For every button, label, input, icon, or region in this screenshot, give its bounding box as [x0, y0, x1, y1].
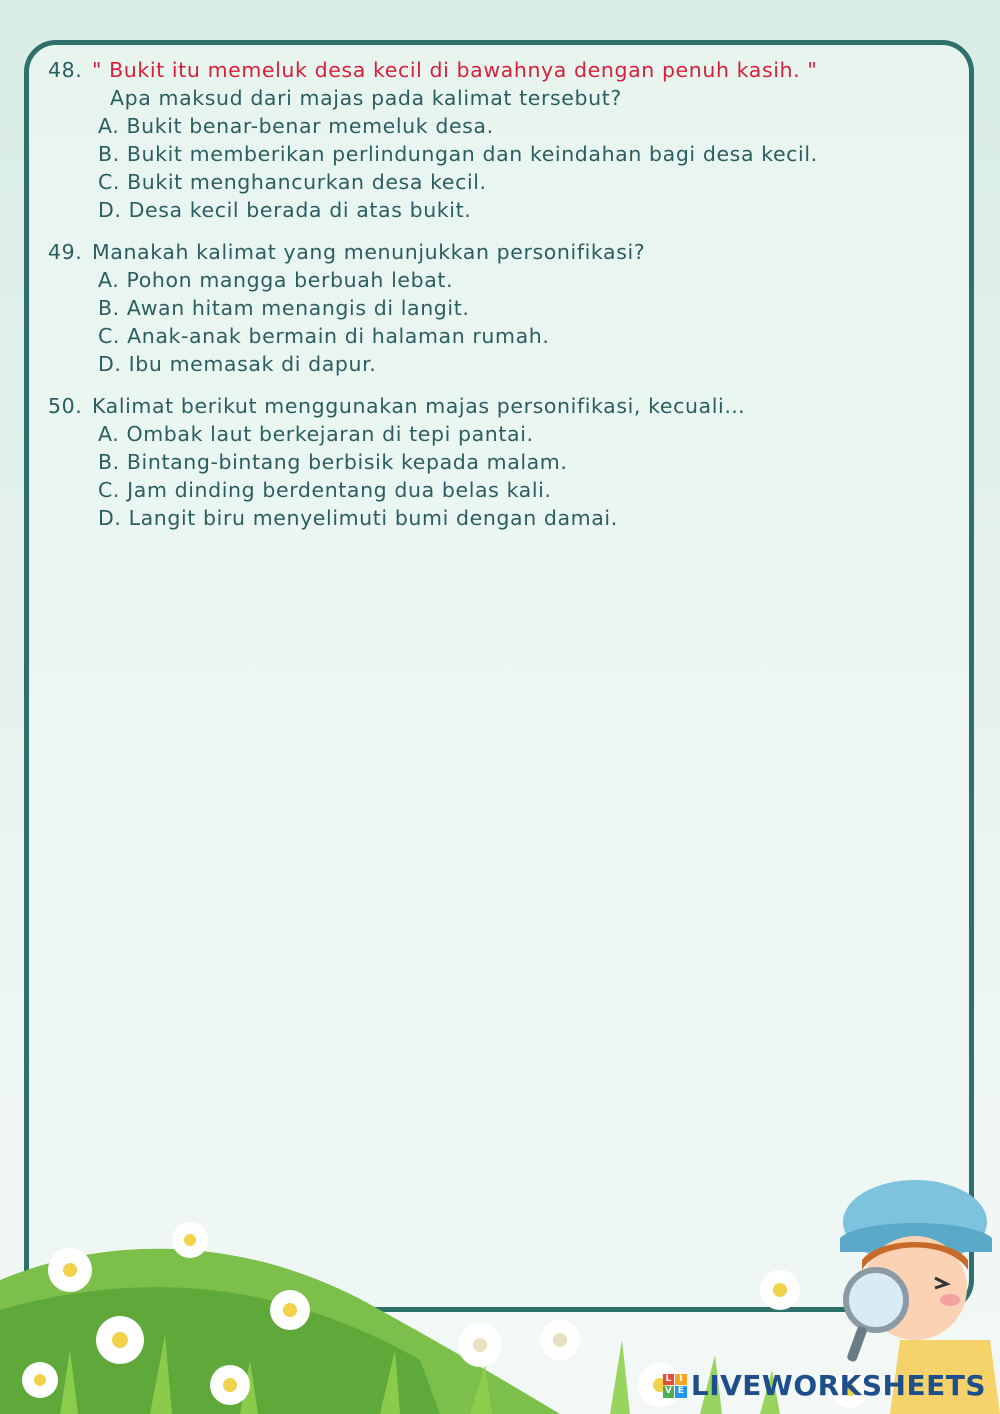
liveworksheets-logo-text: LIVEWORKSHEETS	[690, 1369, 986, 1402]
answer-option-a[interactable]: A. Pohon mangga berbuah lebat.	[98, 268, 454, 292]
answer-option-d[interactable]: D. Langit biru menyelimuti bumi dengan damai.	[98, 506, 618, 530]
answer-option-c[interactable]: C. Jam dinding berdentang dua belas kali.	[98, 478, 552, 502]
answer-option-b[interactable]: B. Bukit memberikan perlindungan dan keindahan bagi desa kecil.	[98, 142, 818, 166]
liveworksheets-logo[interactable]	[663, 1369, 986, 1402]
question-50	[48, 392, 948, 532]
question-48	[48, 56, 948, 224]
answer-option-b[interactable]: B. Awan hitam menangis di langit.	[98, 296, 470, 320]
question-prompt: Apa maksud dari majas pada kalimat tersebut?	[110, 86, 622, 110]
answer-option-b[interactable]: B. Bintang-bintang berbisik kepada malam.	[98, 450, 568, 474]
answer-option-d[interactable]: D. Desa kecil berada di atas bukit.	[98, 198, 472, 222]
worksheet-content	[48, 56, 948, 546]
answer-option-c[interactable]: C. Anak-anak bermain di halaman rumah.	[98, 324, 550, 348]
question-quote: " Bukit itu memeluk desa kecil di bawahnya dengan penuh kasih. "	[92, 58, 818, 82]
question-number: 50.	[48, 394, 83, 418]
answer-option-d[interactable]: D. Ibu memasak di dapur.	[98, 352, 377, 376]
liveworksheets-logo-icon: L I V E	[663, 1374, 687, 1398]
question-prompt: Kalimat berikut menggunakan majas personifikasi, kecuali…	[92, 394, 746, 418]
answer-option-a[interactable]: A. Bukit benar-benar memeluk desa.	[98, 114, 494, 138]
answer-option-a[interactable]: A. Ombak laut berkejaran di tepi pantai.	[98, 422, 534, 446]
question-number: 48.	[48, 58, 83, 82]
answer-option-c[interactable]: C. Bukit menghancurkan desa kecil.	[98, 170, 487, 194]
question-49	[48, 238, 948, 378]
question-number: 49.	[48, 240, 83, 264]
question-prompt: Manakah kalimat yang menunjukkan personifikasi?	[92, 240, 646, 264]
